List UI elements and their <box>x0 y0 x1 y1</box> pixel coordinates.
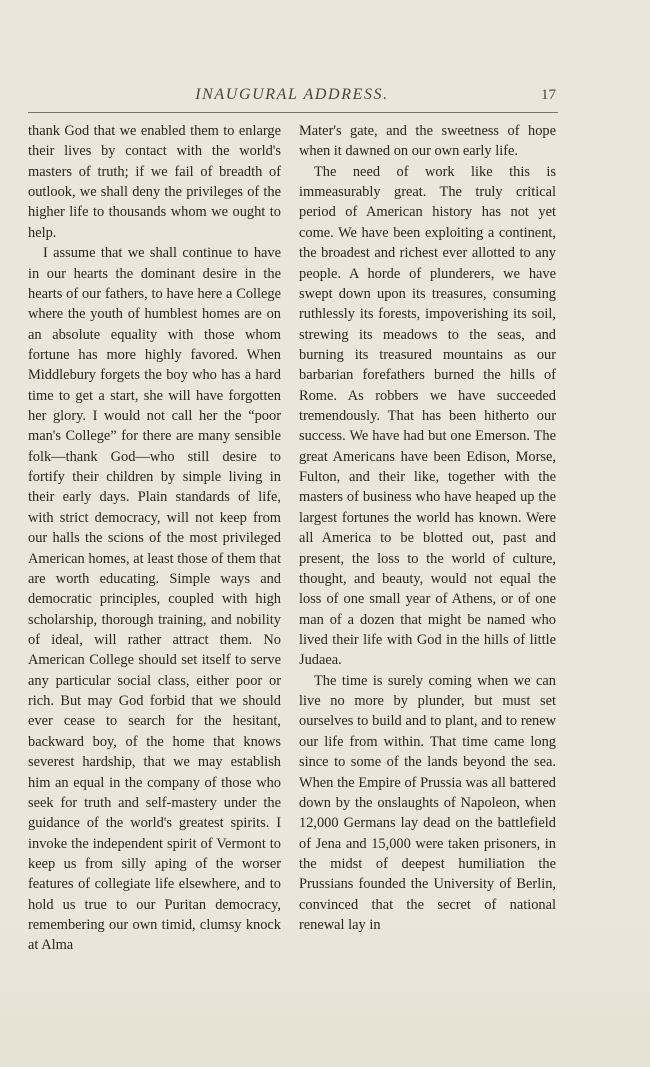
page-number: 17 <box>541 87 556 103</box>
header-rule <box>28 112 558 113</box>
paragraph: Mater's gate, and the sweetness of hope when it dawned on our own early life. <box>299 123 556 160</box>
paragraph: The need of work like this is immeasurably great. The truly critical period of American history has not yet come. We have been exploiting a continent, the broadest and richest ever allotted to any people. A horde of plunderers, we have swept down upon its treasures, consuming ruthlessly its forests, impoverishing its soil, strewing its meadows to the seas, and burning its treasured mountains as our barbarian forefathers burned the hills of Rome. As robbers we have succeeded tremendously. That has been hitherto our success. We have had but one Emerson. The great Americans have been Edison, Morse, Fulton, and their like, together with the masters of business who have heaped up the largest fortunes the world has known. Were all America to be blotted out, past and present, the loss to the world of culture, thought, and beauty, would not equal the loss of one small year of Athens, or of one man of a dozen that might be named who lived their life with God in the hills of little Judaea. <box>299 163 556 669</box>
paragraph: The time is surely coming when we can live no more by plunder, but must set ourselves to build and to plant, and to renew our life from within. That time came long since to some of the lands beyond the sea. When the Empire of Prussia was all battered down by the onslaughts of Napoleon, when 12,000 Germans lay dead on the battlefield of Jena and 15,000 were taken prisoners, in the midst of deepest humiliation the Prussians founded the University of Berlin, convinced that the secret of national renewal lay in <box>299 672 556 934</box>
paragraph: thank God that we enabled them to enlarge their lives by contact with the world's masters of truth; if we fail of breadth of outlook, we shall deny the privileges of the higher life to thousands whom we ought to help. <box>28 123 281 241</box>
paragraph: I assume that we shall continue to have in our hearts the dominant desire in the hearts of our fathers, to have here a College where the youth of humblest homes are on an absolute equality with those whom fortune has more highly favored. When Middlebury forgets the boy who has a hard time to get a start, she will have forgotten her glory. I would not call her the “poor man's College” for there are many sensible folk—thank God—who still desire to fortify their children by simple living in their early days. Plain standards of life, with strict democracy, will not keep from our halls the scions of the most privileged American homes, at least those of them that are worth educating. Simple ways and democratic principles, coupled with high scholarship, thorough training, and nobility of ideal, will rather attract them. No American College should set itself to serve any particular social class, either poor or rich. But may God forbid that we should ever cease to search for the hesitant, backward boy, of the home that knows severest hardship, that we may establish him an equal in the company of those who seek for truth and self-mastery under the guidance of the world's greatest spirits. I invoke the independent spirit of Vermont to keep us from silly aping of the worser features of collegiate life elsewhere, and to hold us true to our Puritan democracy, remembering our own timid, clumsy knock at Alma <box>28 245 281 954</box>
running-title: INAUGURAL ADDRESS. <box>195 86 389 103</box>
running-header <box>28 86 556 108</box>
left-column <box>28 121 281 956</box>
right-column <box>299 121 556 935</box>
